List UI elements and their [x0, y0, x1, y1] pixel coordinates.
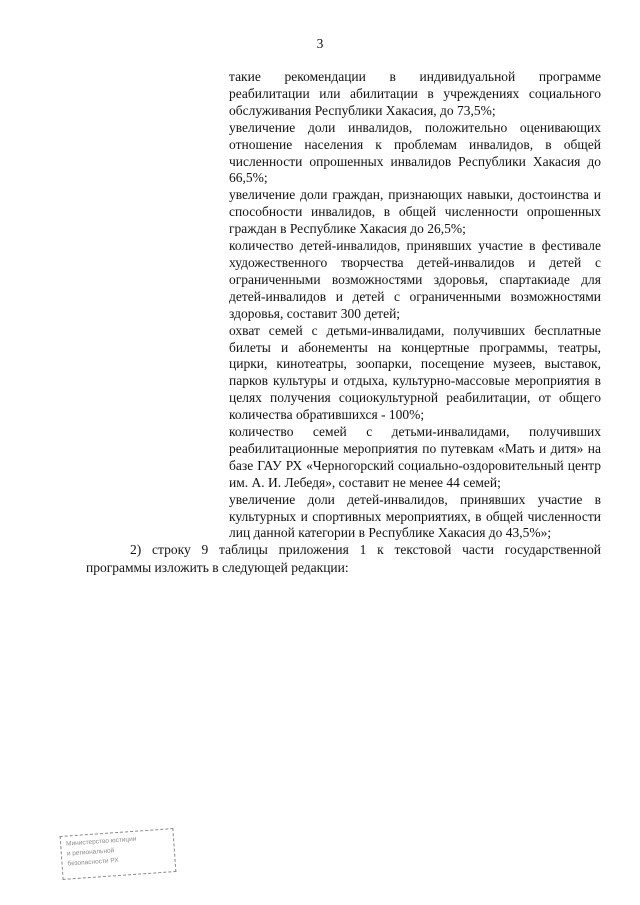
list-item: увеличение доли граждан, признающих навыки, достоинства и способности инвалидов, в общей численности опрошенных граждан в Республике Хакасия до 26,5%; — [229, 187, 601, 237]
stamp-line: безопасности РХ — [67, 856, 119, 868]
page-number: 3 — [316, 36, 324, 51]
stamp-line: Министерство юстиции — [65, 835, 137, 848]
amendment-paragraph — [86, 541, 601, 576]
list-item: охват семей с детьми-инвалидами, получивших бесплатные билеты и абонементы на концертные программы, театры, цирки, кинотеатры, зоопарки, посещение музеев, выставок, парков культуры и отдыха, культурно-массовые мероприятия в целях получения социокультурной реабилитации, от общего количества обратившихся - 100%; — [229, 322, 601, 423]
list-item: увеличение доли детей-инвалидов, принявших участие в культурных и спортивных мероприятиях, в общей численности лиц данной категории в Республике Хакасия до 43,5%»; — [229, 491, 601, 541]
stamp-line: и региональной — [66, 847, 115, 858]
list-item: количество семей с детьми-инвалидами, получивших реабилитационные мероприятия по путевкам «Мать и дитя» на базе ГАУ РХ «Черногорский социально-оздоровительный центр им. А. И. Лебедя», составит не менее 44 семей; — [229, 424, 601, 490]
list-item: увеличение доли инвалидов, положительно оценивающих отношение населения к проблемам инвалидов, в общей численности опрошенных инвалидов Республики Хакасия до 66,5%; — [229, 119, 601, 186]
list-item: количество детей-инвалидов, принявших участие в фестивале художественного творчества детей-инвалидов и детей с ограниченными возможностями здоровья, спартакиаде для детей-инвалидов и детей с ограниченными возможностями здоровья, составит 300 детей; — [229, 238, 601, 321]
registration-stamp — [60, 828, 177, 880]
indicator-list — [229, 69, 601, 542]
list-item: такие рекомендации в индивидуальной программе реабилитации или абилитации в учреждениях социального обслуживания Республики Хакасия, до 73,5%; — [229, 69, 601, 118]
paragraph-text: 2) строку 9 таблицы приложения 1 к текстовой части государственной программы изложить в следующей редакции: — [86, 542, 601, 575]
